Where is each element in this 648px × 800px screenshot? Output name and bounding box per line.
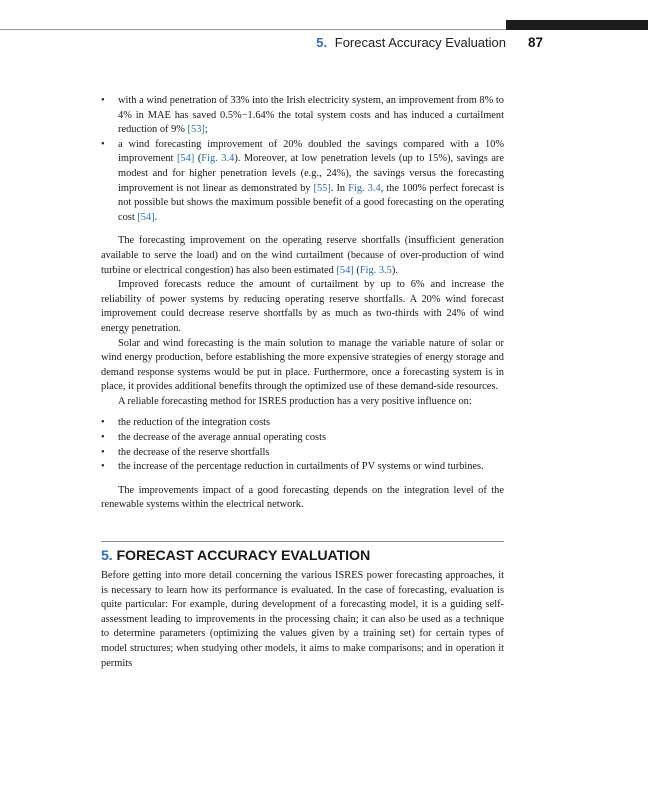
header-bar	[506, 20, 648, 30]
list-item: • the decrease of the reserve shortfalls	[101, 446, 504, 461]
page-number: 87	[528, 35, 544, 50]
paragraph-reserve-shortfalls: The forecasting improvement on the operating reserve shortfalls (insufficient generation available to serve the load) and on the wind curtailment (because of over-production of wind turbine or electrical congestion) has also been estimated [54] (Fig. 3.5).	[101, 235, 504, 276]
section-title: FORECAST ACCURACY EVALUATION	[116, 548, 371, 565]
figure-link[interactable]: Fig. 3.4	[348, 182, 381, 194]
list-item: • the reduction of the integration costs	[101, 416, 504, 431]
list-item: • the increase of the percentage reduction in curtailments of PV systems or wind turbines.	[101, 460, 504, 475]
paragraph-integration-level: The improvements impact of a good forecasting depends on the integration level of the renewable systems within the electrical network.	[101, 484, 504, 511]
figure-link[interactable]: Fig. 3.5	[359, 264, 392, 276]
list-item: • a wind forecasting improvement of 20% doubled the savings compared with a 10% improvement [54] (Fig. 3.4). Moreover, at low penetration levels (up to 15%), savings are modest and for higher penetration levels (e.g., 24%), the savings versus the forecasting improvement is not linear as demonstrated by [55]. In Fig. 3.4, the 100% perfect forecast is not possible but shows the maximum possible benefit of a good forecasting on the operating cost [54].	[101, 138, 504, 226]
paragraph-section-intro: Before getting into more detail concerning the various ISRES power forecasting approaches, it is necessary to learn how its performance is evaluated. In the case of forecasting, evaluation is quite particular: For example, during development of a forecasting model, it is a guiding self-assessment leading to improvements in the processing chain; it can also be used as a technique to determine parameters (optimizing the values given by a training set) for certain types of model structures; when studying other models, it aims to make comparisons; and in operation it permits	[101, 570, 504, 669]
citation-link[interactable]: [54]	[137, 211, 155, 223]
running-head-title: Forecast Accuracy Evaluation	[334, 35, 506, 50]
bullet-list-influence	[101, 416, 504, 474]
bullet-list-impacts	[101, 94, 504, 225]
section-divider	[101, 541, 504, 542]
running-head-section-number: 5.	[316, 35, 328, 50]
paragraph-curtailment: Improved forecasts reduce the amount of curtailment by up to 6% and increase the reliability of power systems by reducing operating reserve shortfalls. A 20% wind forecast improvement could decrease reserve shortfalls by as much as two-thirds with 24% of wind energy penetration.	[101, 279, 504, 334]
list-item: • the decrease of the average annual operating costs	[101, 431, 504, 446]
figure-link[interactable]: Fig. 3.4	[201, 153, 235, 165]
section-number: 5.	[101, 548, 113, 565]
citation-link[interactable]: [53]	[187, 124, 205, 136]
section-heading	[101, 547, 504, 565]
page-body	[101, 94, 504, 671]
running-head	[100, 35, 506, 50]
list-item: • with a wind penetration of 33% into the Irish electricity system, an improvement from 8% to 4% in MAE has saved 0.5%−1.64% the total system costs and has induced a curtailment reduction of 9% [53];	[101, 94, 504, 138]
citation-link[interactable]: [54]	[336, 264, 354, 276]
citation-link[interactable]: [55]	[313, 182, 331, 194]
paragraph-solar-wind: Solar and wind forecasting is the main solution to manage the variable nature of solar or wind energy production, before establishing the more expensive strategies of energy storage and demand response systems would be put in place. Furthermore, once a forecasting system is in place, it provides additional benefits through the optimized use of these demand-side resources.	[101, 337, 504, 393]
paragraph-reliable-forecasting: A reliable forecasting method for ISRES production has a very positive influence on:	[118, 395, 472, 407]
citation-link[interactable]: [54]	[176, 153, 195, 165]
header-rule	[0, 29, 506, 30]
